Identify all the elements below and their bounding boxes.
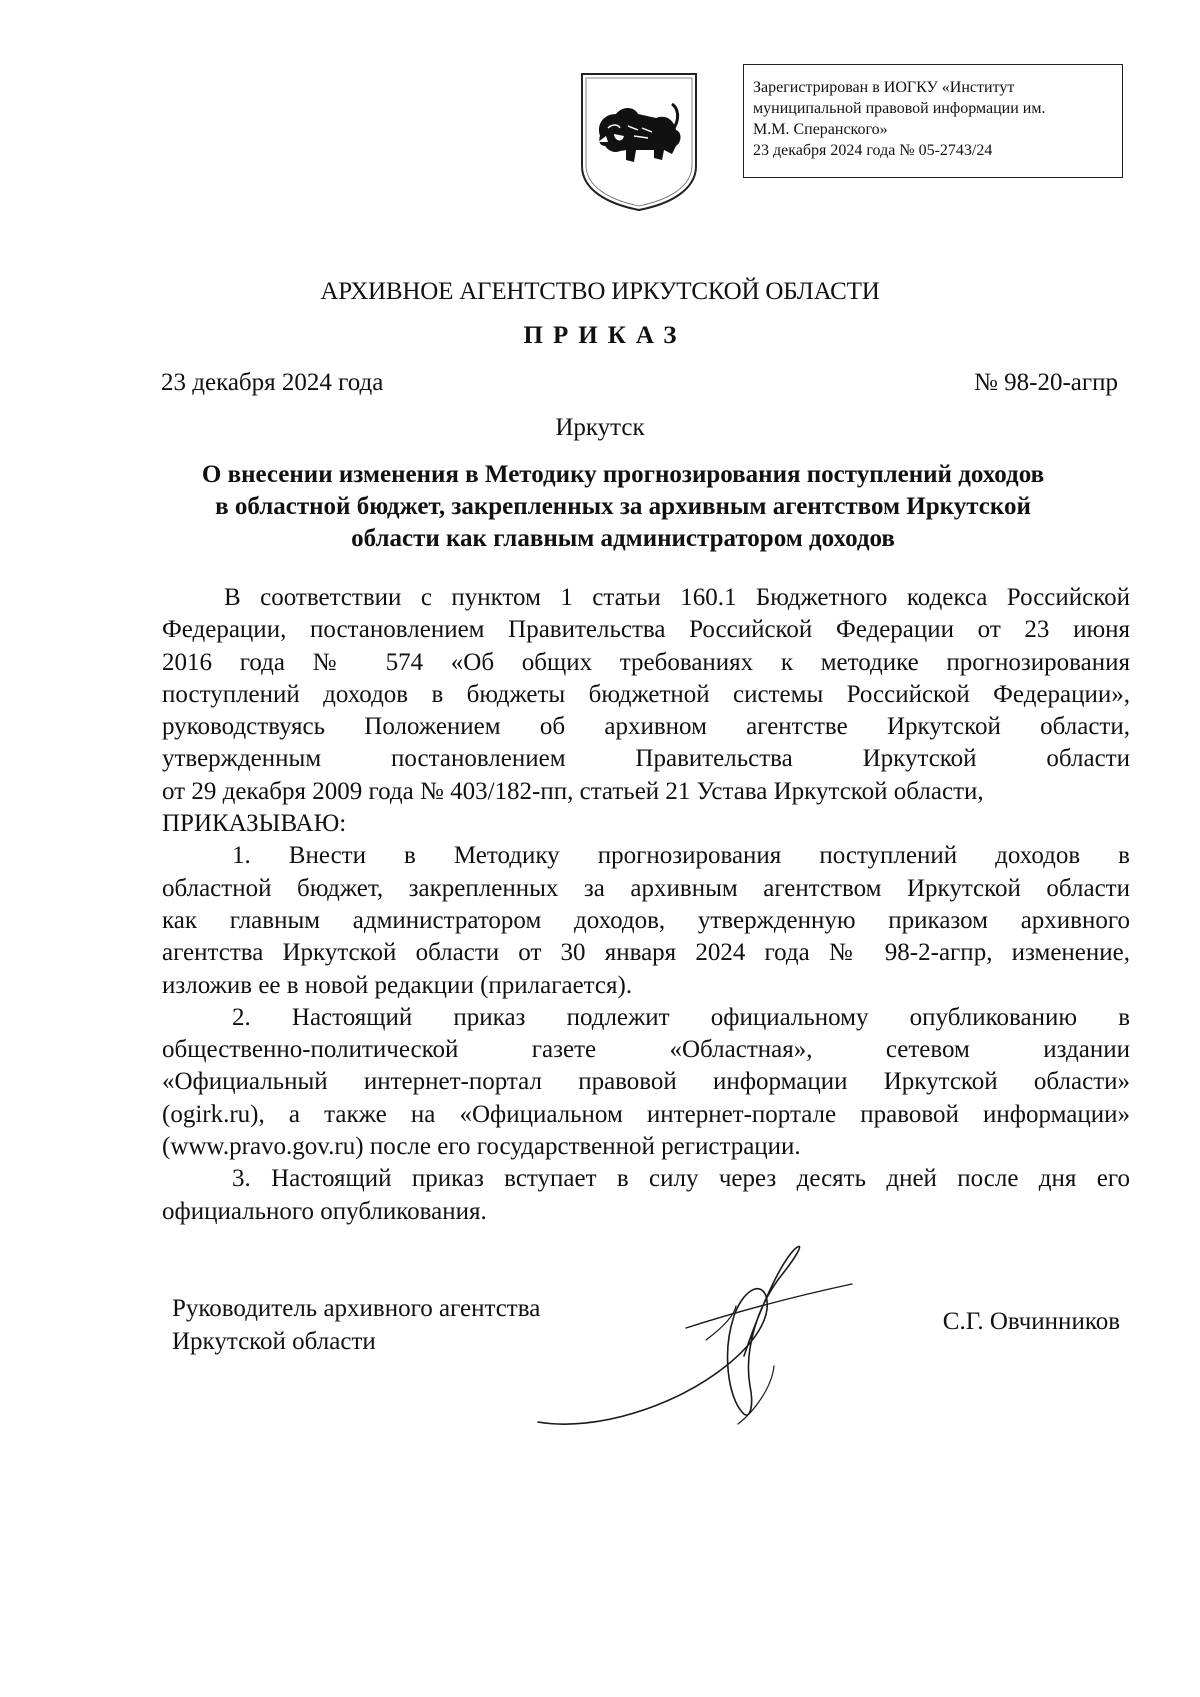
coat-of-arms-emblem (578, 70, 700, 212)
registration-line: 23 декабря 2024 года № 05-2743/24 (753, 142, 993, 159)
item-2-line: общественно-политической газете «Областная», сетевом издании (162, 1036, 1130, 1064)
registration-line: М.М. Сперанского» (753, 121, 888, 138)
item-1-line: как главным администратором доходов, утвержденную приказом архивного (162, 906, 1130, 934)
document-title (140, 459, 1106, 555)
title-line: области как главным администратором доходов (351, 525, 895, 552)
agency-name: АРХИВНОЕ АГЕНТСТВО ИРКУТСКОЙ ОБЛАСТИ (320, 278, 880, 305)
coat-of-arms-icon (578, 70, 700, 212)
preamble-line: от 29 декабря 2009 года № 403/182-пп, статьей 21 Устава Иркутской области, (162, 777, 984, 805)
preamble-line: руководствуясь Положением об архивном агентстве Иркутской области, (162, 713, 1130, 741)
item-2-line: (ogirk.ru), а также на «Официальном интернет-портале правовой информации» (162, 1100, 1130, 1128)
preamble-line: утвержденным постановлением Правительства Иркутской области (162, 745, 1130, 773)
handwritten-signature (536, 1236, 856, 1436)
registration-line: Зарегистрирован в ИОГКУ «Институт (753, 79, 1015, 96)
registration-stamp (743, 64, 1123, 178)
order-directive: ПРИКАЗЫВАЮ: (162, 810, 347, 838)
preamble-line: Федерации, постановлением Правительства Российской Федерации от 23 июня (162, 616, 1130, 644)
item-1-line: областной бюджет, закрепленных за архивным агентством Иркутской области (162, 874, 1130, 902)
item-1-line: агентства Иркутской области от 30 января 2024 года № 98-2-агпр, изменение, (162, 939, 1130, 967)
order-heading: ПРИКАЗ (523, 322, 687, 349)
position-line: Руководитель архивного агентства (172, 1295, 541, 1322)
item-1-line: изложив ее в новой редакции (прилагается). (162, 971, 633, 999)
document-body (162, 582, 1130, 1228)
item-2-line: «Официальный интернет-портал правовой информации Иркутской области» (162, 1068, 1130, 1096)
order-number: № 98-20-агпр (974, 369, 1118, 396)
preamble-line: В соответствии с пунктом 1 статьи 160.1 Бюджетного кодекса Российской (224, 584, 1130, 611)
title-line: в областной бюджет, закрепленных за архивным агентством Иркутской (215, 493, 1031, 520)
item-2-line: 2. Настоящий приказ подлежит официальному опубликованию в (232, 1003, 1130, 1031)
signature-icon (536, 1236, 856, 1436)
item-3-line: официального опубликования. (162, 1197, 487, 1225)
item-1-line: 1. Внести в Методику прогнозирования поступлений доходов в (232, 842, 1130, 870)
item-2-line: (www.pravo.gov.ru) после его государственной регистрации. (162, 1133, 801, 1161)
position-line: Иркутской области (172, 1328, 376, 1355)
registration-line: муниципальной правовой информации им. (753, 100, 1046, 117)
order-date: 23 декабря 2024 года (161, 369, 384, 396)
title-line: О внесении изменения в Методику прогнозирования поступлений доходов (201, 461, 1045, 488)
signatory-position (172, 1292, 540, 1358)
order-city: Иркутск (555, 414, 645, 441)
item-3-line: 3. Настоящий приказ вступает в силу через десять дней после дня его (232, 1165, 1130, 1193)
signatory-name: С.Г. Овчинников (942, 1308, 1120, 1335)
preamble-line: 2016 года № 574 «Об общих требованиях к методике прогнозирования (162, 648, 1130, 676)
preamble-line: поступлений доходов в бюджеты бюджетной системы Российской Федерации», (162, 680, 1130, 708)
